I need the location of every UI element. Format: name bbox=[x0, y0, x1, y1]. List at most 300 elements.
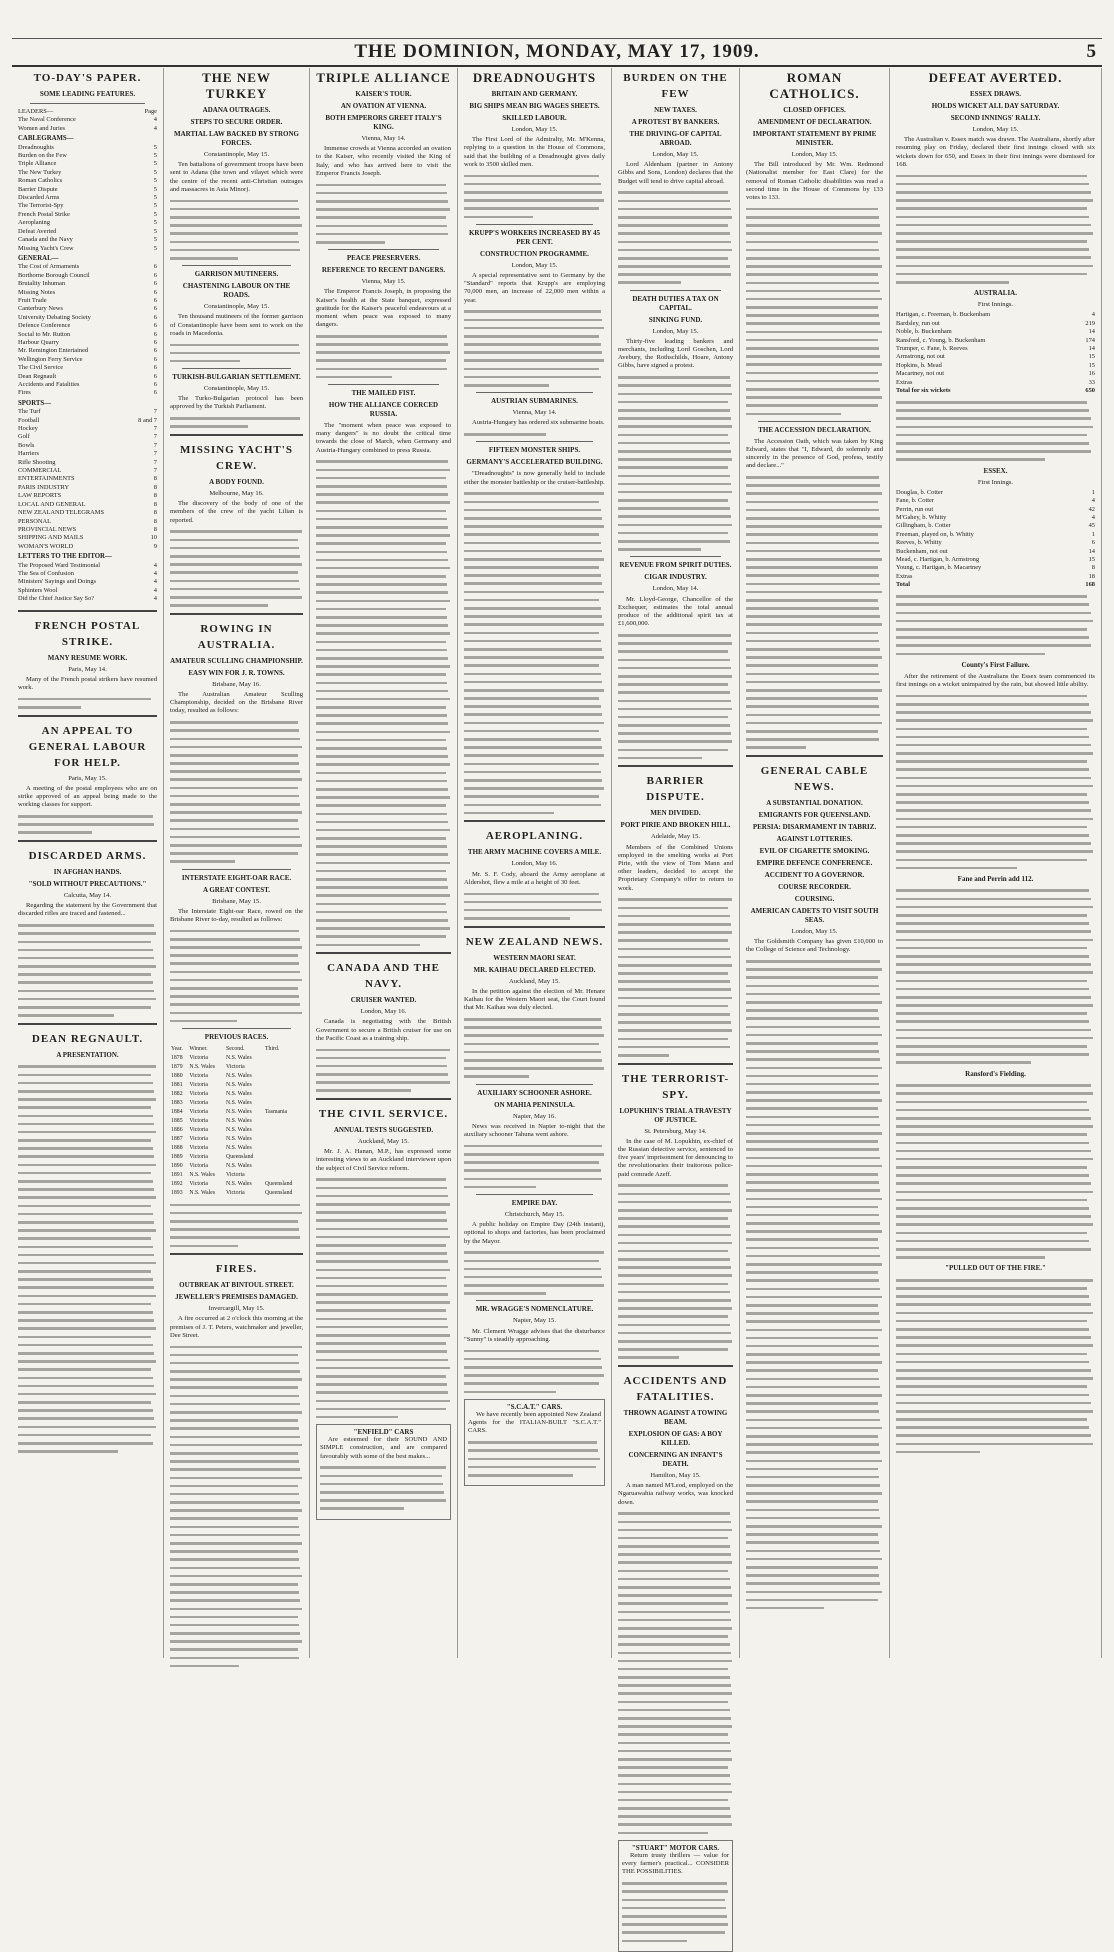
contents-row bbox=[18, 219, 157, 227]
body-text-line bbox=[618, 972, 728, 975]
body-text-line bbox=[18, 1065, 156, 1068]
body-text-line bbox=[618, 1578, 730, 1581]
body-text-line bbox=[746, 1484, 880, 1487]
previous-races-table bbox=[170, 1045, 303, 1198]
body-text-line bbox=[746, 599, 878, 602]
body-text-line bbox=[170, 1558, 299, 1561]
dateline: Constantinople, May 15. bbox=[203, 385, 270, 393]
contents-row bbox=[18, 305, 157, 313]
body-text-line bbox=[618, 659, 730, 662]
contents-row bbox=[18, 450, 157, 458]
body-text-line bbox=[464, 1145, 602, 1148]
body-text-line bbox=[896, 963, 1091, 966]
contents-row bbox=[18, 553, 157, 561]
body-text-line bbox=[896, 1369, 1091, 1372]
dateline: Christchurch, May 15. bbox=[504, 1210, 565, 1218]
body-text-line bbox=[18, 1393, 156, 1396]
body-text-line bbox=[170, 1403, 300, 1406]
story-subheading: Ransford's Fielding. bbox=[965, 1069, 1026, 1078]
body-text-line bbox=[896, 199, 1093, 202]
body-text-line bbox=[316, 469, 450, 472]
body-text-line bbox=[746, 1558, 882, 1561]
body-text-line bbox=[170, 1632, 300, 1635]
body-text-line bbox=[746, 566, 878, 569]
body-text-line bbox=[618, 1537, 728, 1540]
body-text-line bbox=[896, 719, 1093, 722]
body-text-line bbox=[170, 563, 302, 566]
body-text-line bbox=[464, 681, 602, 684]
batsman-name: Hopkins, b. Mead bbox=[896, 361, 942, 369]
body-text-line bbox=[746, 282, 879, 285]
body-text-line bbox=[464, 1075, 529, 1078]
story-lead: The Turko-Bulgarian protocol has been approved by the Turkish Parliament. bbox=[170, 395, 303, 411]
advertisement-title: "ENFIELD" CARS bbox=[353, 1428, 414, 1437]
contents-label: LETTERS TO THE EDITOR— bbox=[18, 553, 112, 561]
body-text-line bbox=[18, 1270, 151, 1273]
body-text-line bbox=[896, 1150, 1091, 1153]
contents-row bbox=[18, 331, 157, 339]
body-text-line bbox=[746, 525, 882, 528]
contents-row bbox=[18, 518, 157, 526]
batsman-row bbox=[896, 370, 1095, 378]
body-text-line bbox=[746, 322, 880, 325]
story-lead: In the case of M. Lopukhin, ex-chief of the Russian detective service, sentenced to five years' imprisonment for denouncing to the revolutionaries their traitorous police-paid comrade Azeff. bbox=[618, 1137, 733, 1178]
story-lead: The Australian v. Essex match was drawn. The Australians, shortly after resuming play on Friday, declared their first innings closed with six wickets down for 650, and Essex in their first innings were dismissed for 168. bbox=[896, 136, 1095, 168]
body-text-line bbox=[746, 388, 880, 391]
body-text-line bbox=[896, 265, 1093, 268]
contents-label: Borthorne Borough Council bbox=[18, 271, 90, 279]
body-text-line bbox=[170, 938, 300, 941]
table-cell: Queensland bbox=[226, 1153, 254, 1160]
contents-row bbox=[18, 160, 157, 168]
batsman-name: Fane, b. Cotter bbox=[896, 497, 934, 505]
table-cell: Victoria bbox=[189, 1117, 208, 1124]
contents-page: 6 bbox=[153, 288, 157, 296]
body-text-line bbox=[618, 675, 732, 678]
body-text-line bbox=[18, 1409, 153, 1412]
body-text-line bbox=[746, 1222, 880, 1225]
body-text-line bbox=[618, 724, 730, 727]
table-cell bbox=[264, 1063, 303, 1072]
body-text-line bbox=[464, 697, 599, 700]
contents-label: The Terrorist-Spy bbox=[18, 202, 64, 210]
body-text-line bbox=[316, 477, 446, 480]
body-text-line bbox=[464, 368, 599, 371]
body-text-line bbox=[464, 199, 604, 202]
body-text-line bbox=[746, 1206, 878, 1209]
batsman-runs: 4 bbox=[1091, 311, 1095, 319]
body-text-line bbox=[896, 818, 1093, 821]
body-text-line bbox=[618, 1652, 731, 1655]
contents-label: Triple Alliance bbox=[18, 160, 57, 168]
body-text-line bbox=[18, 1123, 154, 1126]
table-row bbox=[170, 1189, 303, 1198]
story-lead: Mr. Clement Wragge advises that the disturbance "Sunny" is steadily approaching. bbox=[464, 1327, 605, 1343]
body-text-line bbox=[316, 755, 448, 758]
body-text-line bbox=[464, 722, 604, 725]
body-text-line bbox=[618, 450, 731, 453]
body-text-line bbox=[896, 1361, 1089, 1364]
body-text-line bbox=[170, 811, 302, 814]
body-text-line bbox=[746, 664, 878, 667]
contents-page: 5 bbox=[153, 210, 157, 218]
body-text-line bbox=[618, 716, 728, 719]
contents-label: SHIPPING AND MAILS bbox=[18, 534, 84, 542]
story-lead: Members of the Combined Unions employed in the smelting works at Port Pirie, with the view of Tom Mann and other leaders, decided to accept the Proprietary Company's offer to return to work. bbox=[618, 843, 733, 892]
innings-team: ESSEX. bbox=[983, 466, 1008, 475]
batsman-runs: 6 bbox=[1091, 539, 1095, 547]
body-text-line bbox=[170, 1608, 302, 1611]
dateline: Hamilton, May 15. bbox=[650, 1471, 701, 1479]
body-text-line bbox=[18, 1254, 154, 1257]
body-text-line bbox=[746, 1067, 882, 1070]
body-text-line bbox=[316, 698, 450, 701]
story-lead: "Dreadnoughts" is now generally held to include either the monster battleship or the cruiser-battleship. bbox=[464, 470, 605, 486]
body-text-line bbox=[464, 804, 601, 807]
body-text-line bbox=[18, 706, 81, 709]
body-text-line bbox=[618, 1594, 732, 1597]
body-text-line bbox=[618, 1758, 732, 1761]
batsman-name: Mead, c. Hartigan, b. Armstrong bbox=[896, 556, 980, 564]
table-cell: Victoria bbox=[226, 1171, 245, 1178]
body-text-line bbox=[896, 939, 1093, 942]
body-text-line bbox=[746, 331, 882, 334]
body-text-line bbox=[618, 1733, 728, 1736]
body-text-line bbox=[170, 1245, 238, 1248]
body-text-line bbox=[896, 417, 1091, 420]
body-text-line bbox=[896, 793, 1087, 796]
body-text-line bbox=[746, 396, 882, 399]
dateline: Brisbane, May 15. bbox=[212, 897, 261, 905]
batsman-name: M'Gahey, b. Whitty bbox=[896, 514, 947, 522]
body-text-line bbox=[746, 484, 880, 487]
body-text-line bbox=[170, 971, 300, 974]
contents-row bbox=[18, 408, 157, 416]
body-text-line bbox=[896, 1182, 1091, 1185]
dateline: London, May 15. bbox=[652, 151, 699, 158]
contents-row bbox=[18, 534, 157, 542]
contents-label: Wellington Ferry Service bbox=[18, 355, 83, 363]
body-text-line bbox=[622, 1890, 728, 1893]
body-text-line bbox=[618, 401, 728, 404]
body-text-line bbox=[896, 256, 1091, 259]
body-text-line bbox=[468, 1458, 600, 1461]
table-row bbox=[170, 1135, 303, 1144]
body-text-line bbox=[18, 1319, 154, 1322]
body-text-line bbox=[316, 1195, 448, 1198]
story-subheading: MR. KAIHAU DECLARED ELECTED. bbox=[473, 965, 596, 974]
body-text-line bbox=[468, 1449, 598, 1452]
story-headline: DEAN REGNAULT. bbox=[31, 1032, 144, 1045]
body-text-line bbox=[746, 1550, 880, 1553]
body-text-line bbox=[170, 729, 299, 732]
batsman-row bbox=[896, 320, 1095, 328]
body-text-line bbox=[316, 1350, 447, 1353]
body-text-line bbox=[316, 1408, 446, 1411]
body-text-line bbox=[18, 1221, 154, 1224]
body-text-line bbox=[18, 1311, 153, 1314]
body-text-line bbox=[464, 1153, 604, 1156]
contents-label: WOMAN'S WORLD bbox=[18, 542, 74, 550]
contents-page: 6 bbox=[153, 364, 157, 372]
body-text-line bbox=[618, 232, 730, 235]
body-text-line bbox=[18, 1074, 151, 1077]
story-divider bbox=[476, 1194, 593, 1195]
body-text-line bbox=[170, 1477, 302, 1480]
story-divider bbox=[328, 384, 439, 385]
body-text-line bbox=[618, 1021, 731, 1024]
body-text-line bbox=[18, 831, 92, 834]
body-text-line bbox=[18, 1229, 156, 1232]
contents-page: 7 bbox=[153, 467, 157, 475]
body-text-line bbox=[170, 762, 299, 765]
body-text-line bbox=[746, 1042, 878, 1045]
batsman-row bbox=[896, 514, 1095, 522]
table-cell: N.S. Wales bbox=[226, 1126, 252, 1133]
body-text-line bbox=[746, 1427, 882, 1430]
dateline: Auckland, May 15. bbox=[509, 977, 560, 985]
story-subheading: A PRESENTATION. bbox=[56, 1050, 119, 1059]
body-text-line bbox=[618, 191, 728, 194]
dateline: London, May 15. bbox=[511, 261, 558, 269]
body-text-line bbox=[618, 515, 731, 518]
body-text-line bbox=[618, 483, 731, 486]
body-text-line bbox=[18, 1352, 154, 1355]
body-text-line bbox=[170, 1550, 298, 1553]
table-cell bbox=[264, 1144, 303, 1153]
contents-page: 5 bbox=[153, 177, 157, 185]
body-text-line bbox=[464, 1268, 601, 1271]
story-subheading: INTERSTATE EIGHT-OAR RACE. bbox=[181, 873, 292, 882]
contents-page: 8 bbox=[153, 483, 157, 491]
body-text-line bbox=[464, 901, 601, 904]
story-subheading: SECOND INNINGS' RALLY. bbox=[950, 114, 1041, 122]
story-subheading: CLOSED OFFICES. bbox=[783, 106, 846, 114]
body-text-line bbox=[618, 434, 728, 437]
body-text-line bbox=[896, 216, 1089, 219]
dateline: Paris, May 14. bbox=[68, 665, 107, 673]
body-text-line bbox=[896, 1385, 1087, 1388]
story-subheading: IMPORTANT STATEMENT BY PRIME MINISTER. bbox=[752, 130, 877, 147]
dateline: Adelaide, May 15. bbox=[650, 833, 701, 841]
body-text-line bbox=[746, 1124, 880, 1127]
body-text-line bbox=[746, 1157, 880, 1160]
masthead bbox=[12, 38, 1102, 67]
body-text-line bbox=[896, 1248, 1091, 1251]
contents-page: 5 bbox=[153, 143, 157, 151]
body-text-line bbox=[618, 1553, 731, 1556]
body-text-line bbox=[618, 1266, 731, 1269]
contents-row bbox=[18, 202, 157, 210]
body-text-line bbox=[746, 1091, 880, 1094]
body-text-line bbox=[464, 1034, 604, 1037]
story-subheading: AN OVATION AT VIENNA. bbox=[340, 102, 427, 110]
batsman-runs: 1 bbox=[1091, 488, 1095, 496]
story-headline: FRENCH POSTAL STRIKE. bbox=[34, 619, 141, 648]
body-text-line bbox=[746, 1173, 878, 1176]
story-lead: Many of the French postal strikers have resumed work. bbox=[18, 675, 157, 691]
contents-page: 7 bbox=[153, 458, 157, 466]
body-text-line bbox=[896, 1240, 1089, 1243]
body-text-line bbox=[170, 836, 300, 839]
body-text-line bbox=[170, 828, 299, 831]
body-text-line bbox=[896, 191, 1091, 194]
body-text-line bbox=[896, 889, 1089, 892]
body-text-line bbox=[896, 1158, 1093, 1161]
body-text-line bbox=[464, 1284, 604, 1287]
body-text-line bbox=[618, 1332, 731, 1335]
body-text-line bbox=[746, 1460, 882, 1463]
batsman-runs: 16 bbox=[1088, 370, 1095, 378]
body-text-line bbox=[18, 815, 153, 818]
story-divider bbox=[630, 290, 721, 291]
body-text-line bbox=[464, 673, 601, 676]
body-text-line bbox=[170, 224, 302, 227]
contents-label: Hockey bbox=[18, 425, 38, 433]
body-text-line bbox=[746, 1591, 882, 1594]
body-text-line bbox=[316, 690, 448, 693]
story-divider bbox=[758, 421, 871, 422]
section-divider bbox=[18, 1023, 157, 1025]
dateline: Vienna, May 14. bbox=[361, 135, 406, 142]
body-text-line bbox=[316, 343, 448, 346]
advertisement-title: "STUART" MOTOR CARS. bbox=[631, 1843, 720, 1852]
body-text-line bbox=[316, 1326, 448, 1329]
body-text-line bbox=[746, 1525, 882, 1528]
body-text-line bbox=[746, 1148, 879, 1151]
story-subheading: THE MAILED FIST. bbox=[351, 389, 416, 398]
table-cell: 1884 bbox=[171, 1108, 183, 1115]
body-text-line bbox=[746, 224, 880, 227]
contents-label: PARIS INDUSTRY bbox=[18, 483, 70, 491]
body-text-line bbox=[316, 747, 447, 750]
body-text-line bbox=[316, 485, 447, 488]
body-text-line bbox=[464, 763, 599, 766]
body-text-line bbox=[618, 1013, 730, 1016]
body-text-line bbox=[170, 604, 268, 607]
body-text-line bbox=[618, 1307, 732, 1310]
body-text-line bbox=[618, 1340, 732, 1343]
body-text-line bbox=[746, 1599, 878, 1602]
contents-row bbox=[18, 400, 157, 408]
story-subheading: LOPUKHIN'S TRIAL A TRAVESTY OF JUSTICE. bbox=[619, 1106, 732, 1124]
column-headline: TO-DAY'S PAPER. bbox=[33, 72, 142, 84]
body-text-line bbox=[746, 1345, 879, 1348]
body-text-line bbox=[170, 979, 302, 982]
table-cell: 1882 bbox=[171, 1090, 183, 1097]
table-cell: Victoria bbox=[189, 1162, 208, 1169]
contents-row bbox=[18, 135, 157, 143]
body-text-line bbox=[464, 517, 602, 520]
story-divider bbox=[476, 392, 593, 393]
body-text-line bbox=[746, 1369, 878, 1372]
body-text-line bbox=[316, 1065, 447, 1068]
contents-label: Discarded Arms bbox=[18, 194, 60, 202]
body-text-line bbox=[618, 208, 731, 211]
dateline: Constantinople, May 15. bbox=[203, 151, 270, 158]
story-subheading: ON MAHIA PENINSULA. bbox=[494, 1100, 575, 1109]
table-cell: Queensland bbox=[265, 1189, 293, 1196]
story-lead: Regarding the statement by the Government that discarded rifles are traced and fastened... bbox=[18, 902, 157, 918]
story-subheading: PEACE PRESERVERS. bbox=[346, 254, 421, 263]
table-cell: N.S. Wales bbox=[226, 1144, 252, 1151]
body-text-line bbox=[746, 232, 882, 235]
body-text-line bbox=[316, 518, 447, 521]
body-text-line bbox=[896, 240, 1087, 243]
body-text-line bbox=[896, 248, 1089, 251]
body-text-line bbox=[618, 499, 728, 502]
body-text-line bbox=[18, 1172, 151, 1175]
body-text-line bbox=[464, 1018, 601, 1021]
body-text-line bbox=[464, 1358, 601, 1361]
body-text-line bbox=[464, 909, 602, 912]
body-text-line bbox=[896, 1215, 1091, 1218]
total-runs: 168 bbox=[1085, 581, 1095, 589]
body-text-line bbox=[170, 257, 238, 260]
body-text-line bbox=[18, 823, 154, 826]
story-subheading: AMENDMENT OF DECLARATION. bbox=[757, 118, 872, 126]
contents-page: 8 bbox=[153, 509, 157, 517]
body-text-line bbox=[746, 298, 882, 301]
body-text-line bbox=[618, 1570, 728, 1573]
table-cell: N.S. Wales bbox=[189, 1171, 215, 1178]
story-subheading: CRUISER WANTED. bbox=[350, 996, 417, 1005]
body-text-line bbox=[896, 867, 1017, 870]
table-cell: Victoria bbox=[189, 1180, 208, 1187]
contents-row bbox=[18, 526, 157, 534]
story-subheading: MEN DIVIDED. bbox=[650, 809, 701, 818]
body-text-line bbox=[618, 1783, 731, 1786]
body-text-line bbox=[464, 525, 604, 528]
story-subheading: WESTERN MAORI SEAT. bbox=[493, 953, 576, 962]
table-cell bbox=[264, 1162, 303, 1171]
body-text-line bbox=[468, 1474, 573, 1477]
body-text-line bbox=[746, 615, 880, 618]
body-text-line bbox=[316, 862, 450, 865]
story-subheading: EASY WIN FOR J. R. TOWNS. bbox=[188, 668, 285, 677]
body-text-line bbox=[618, 997, 732, 1000]
body-text-line bbox=[746, 591, 882, 594]
table-cell: Tasmania bbox=[265, 1108, 288, 1115]
contents-page: 7 bbox=[153, 441, 157, 449]
body-text-line bbox=[464, 1026, 602, 1029]
body-text-line bbox=[896, 232, 1093, 235]
body-text-line bbox=[746, 1566, 878, 1569]
innings-label: First Innings. bbox=[977, 301, 1014, 309]
body-text-line bbox=[896, 281, 1009, 284]
body-text-line bbox=[618, 740, 732, 743]
contents-label: The Civil Service bbox=[18, 364, 64, 372]
body-text-line bbox=[170, 1493, 299, 1496]
story-subheading: TURKISH-BULGARIAN SETTLEMENT. bbox=[172, 373, 301, 382]
body-text-line bbox=[618, 216, 732, 219]
body-text-line bbox=[746, 574, 879, 577]
body-text-line bbox=[618, 1193, 730, 1196]
body-text-line bbox=[746, 1214, 879, 1217]
contents-label: Harbour Quarry bbox=[18, 338, 59, 346]
story-divider bbox=[476, 1084, 593, 1085]
story-lead: Mr. J. A. Hanan, M.P., has expressed some interesting views to an Auckland interviewer upon the subject of Civil Service reform. bbox=[316, 1148, 451, 1172]
contents-row bbox=[18, 152, 157, 160]
body-text-line bbox=[618, 907, 728, 910]
body-text-line bbox=[468, 1466, 596, 1469]
contents-label: Accidents and Fatalities bbox=[18, 381, 80, 388]
body-text-line bbox=[18, 1417, 154, 1420]
body-text-line bbox=[618, 249, 732, 252]
story-subheading: JEWELLER'S PREMISES DAMAGED. bbox=[175, 1293, 298, 1302]
story-subheading: A GREAT CONTEST. bbox=[202, 885, 271, 894]
body-text-line bbox=[316, 376, 392, 379]
